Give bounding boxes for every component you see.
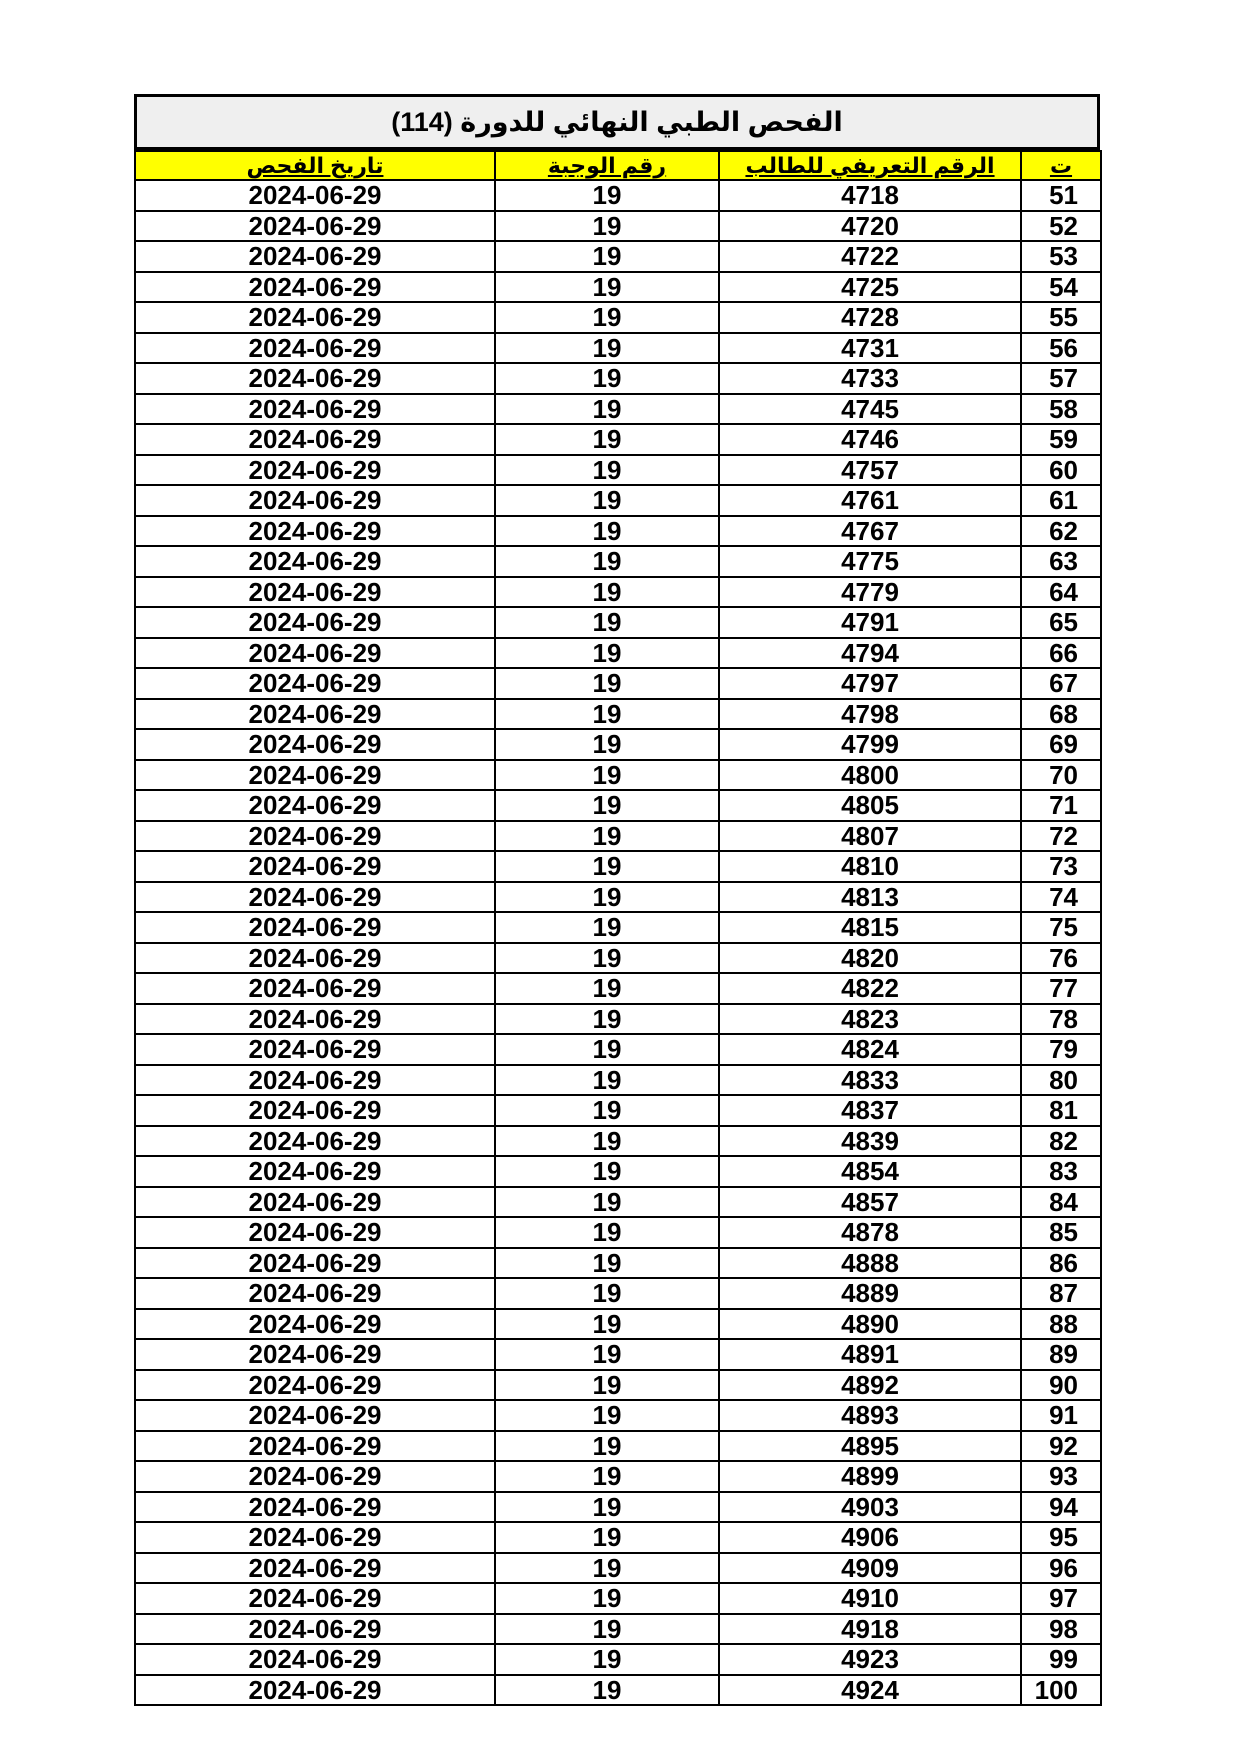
row-index-cell: 76	[1021, 943, 1101, 974]
exam-date-cell: 2024-06-29	[135, 394, 495, 425]
student-id-cell: 4906	[719, 1522, 1021, 1553]
exam-date-cell: 2024-06-29	[135, 1553, 495, 1584]
exam-date-cell: 2024-06-29	[135, 302, 495, 333]
row-index-cell: 82	[1021, 1126, 1101, 1157]
batch-number-cell: 19	[495, 577, 719, 608]
table-row	[135, 1187, 1101, 1218]
row-index-cell: 56	[1021, 333, 1101, 364]
table-row	[135, 1309, 1101, 1340]
batch-number-cell: 19	[495, 638, 719, 669]
student-id-cell: 4909	[719, 1553, 1021, 1584]
batch-number-cell: 19	[495, 241, 719, 272]
batch-number-cell: 19	[495, 1492, 719, 1523]
table-row	[135, 1339, 1101, 1370]
batch-number-cell: 19	[495, 1553, 719, 1584]
batch-number-cell: 19	[495, 1522, 719, 1553]
exam-date-cell: 2024-06-29	[135, 516, 495, 547]
batch-number-cell: 19	[495, 333, 719, 364]
table-row	[135, 943, 1101, 974]
student-id-cell: 4805	[719, 790, 1021, 821]
row-index-cell: 74	[1021, 882, 1101, 913]
student-id-cell: 4722	[719, 241, 1021, 272]
row-index-cell: 70	[1021, 760, 1101, 791]
batch-number-cell: 19	[495, 424, 719, 455]
batch-number-cell: 19	[495, 546, 719, 577]
exam-date-cell: 2024-06-29	[135, 455, 495, 486]
batch-number-cell: 19	[495, 882, 719, 913]
student-id-cell: 4891	[719, 1339, 1021, 1370]
exam-date-cell: 2024-06-29	[135, 1614, 495, 1645]
table-header-row	[135, 151, 1101, 180]
exam-date-cell: 2024-06-29	[135, 1675, 495, 1706]
table-row	[135, 699, 1101, 730]
batch-number-cell: 19	[495, 1248, 719, 1279]
row-index-cell: 95	[1021, 1522, 1101, 1553]
column-header-exam-date: تاريخ الفحص	[135, 151, 495, 180]
exam-date-cell: 2024-06-29	[135, 668, 495, 699]
row-index-cell: 57	[1021, 363, 1101, 394]
table-row	[135, 1248, 1101, 1279]
row-index-cell: 99	[1021, 1644, 1101, 1675]
student-id-cell: 4746	[719, 424, 1021, 455]
table-row	[135, 973, 1101, 1004]
student-id-cell: 4822	[719, 973, 1021, 1004]
student-id-cell: 4725	[719, 272, 1021, 303]
table-row	[135, 180, 1101, 211]
table-row	[135, 1034, 1101, 1065]
table-row	[135, 577, 1101, 608]
batch-number-cell: 19	[495, 180, 719, 211]
student-id-cell: 4800	[719, 760, 1021, 791]
student-id-cell: 4924	[719, 1675, 1021, 1706]
batch-number-cell: 19	[495, 1309, 719, 1340]
exam-date-cell: 2024-06-29	[135, 485, 495, 516]
batch-number-cell: 19	[495, 1431, 719, 1462]
exam-date-cell: 2024-06-29	[135, 1248, 495, 1279]
row-index-cell: 59	[1021, 424, 1101, 455]
exam-date-cell: 2024-06-29	[135, 1126, 495, 1157]
row-index-cell: 85	[1021, 1217, 1101, 1248]
table-row	[135, 729, 1101, 760]
exam-date-cell: 2024-06-29	[135, 1156, 495, 1187]
row-index-cell: 66	[1021, 638, 1101, 669]
exam-date-cell: 2024-06-29	[135, 607, 495, 638]
batch-number-cell: 19	[495, 943, 719, 974]
row-index-cell: 89	[1021, 1339, 1101, 1370]
table-row	[135, 882, 1101, 913]
table-row	[135, 1583, 1101, 1614]
row-index-cell: 75	[1021, 912, 1101, 943]
table-row	[135, 638, 1101, 669]
row-index-cell: 53	[1021, 241, 1101, 272]
student-id-cell: 4745	[719, 394, 1021, 425]
row-index-cell: 68	[1021, 699, 1101, 730]
row-index-cell: 78	[1021, 1004, 1101, 1035]
table-row	[135, 1217, 1101, 1248]
table-row	[135, 1522, 1101, 1553]
student-id-cell: 4903	[719, 1492, 1021, 1523]
table-row	[135, 1095, 1101, 1126]
batch-number-cell: 19	[495, 851, 719, 882]
exam-date-cell: 2024-06-29	[135, 1217, 495, 1248]
row-index-cell: 87	[1021, 1278, 1101, 1309]
exam-date-cell: 2024-06-29	[135, 973, 495, 1004]
table-row	[135, 516, 1101, 547]
row-index-cell: 72	[1021, 821, 1101, 852]
table-row	[135, 211, 1101, 242]
column-header-student-id: الرقم التعريفي للطالب	[719, 151, 1021, 180]
student-id-cell: 4799	[719, 729, 1021, 760]
table-row	[135, 790, 1101, 821]
batch-number-cell: 19	[495, 607, 719, 638]
table-row	[135, 424, 1101, 455]
row-index-cell: 54	[1021, 272, 1101, 303]
student-id-cell: 4733	[719, 363, 1021, 394]
exam-date-cell: 2024-06-29	[135, 424, 495, 455]
table-row	[135, 363, 1101, 394]
student-id-cell: 4718	[719, 180, 1021, 211]
batch-number-cell: 19	[495, 668, 719, 699]
batch-number-cell: 19	[495, 363, 719, 394]
row-index-cell: 51	[1021, 180, 1101, 211]
batch-number-cell: 19	[495, 1065, 719, 1096]
exam-date-cell: 2024-06-29	[135, 1278, 495, 1309]
row-index-cell: 93	[1021, 1461, 1101, 1492]
exam-date-cell: 2024-06-29	[135, 912, 495, 943]
student-id-cell: 4807	[719, 821, 1021, 852]
exam-date-cell: 2024-06-29	[135, 333, 495, 364]
exam-date-cell: 2024-06-29	[135, 790, 495, 821]
table-row	[135, 485, 1101, 516]
batch-number-cell: 19	[495, 1675, 719, 1706]
student-id-cell: 4837	[719, 1095, 1021, 1126]
row-index-cell: 100	[1021, 1675, 1101, 1706]
batch-number-cell: 19	[495, 1156, 719, 1187]
exam-date-cell: 2024-06-29	[135, 1431, 495, 1462]
row-index-cell: 69	[1021, 729, 1101, 760]
table-row	[135, 1278, 1101, 1309]
student-id-cell: 4854	[719, 1156, 1021, 1187]
student-id-cell: 4910	[719, 1583, 1021, 1614]
student-id-cell: 4899	[719, 1461, 1021, 1492]
row-index-cell: 61	[1021, 485, 1101, 516]
exam-date-cell: 2024-06-29	[135, 546, 495, 577]
exam-date-cell: 2024-06-29	[135, 1583, 495, 1614]
student-id-cell: 4824	[719, 1034, 1021, 1065]
row-index-cell: 65	[1021, 607, 1101, 638]
exam-date-cell: 2024-06-29	[135, 699, 495, 730]
row-index-cell: 83	[1021, 1156, 1101, 1187]
table-row	[135, 851, 1101, 882]
table-row	[135, 1553, 1101, 1584]
exam-date-cell: 2024-06-29	[135, 638, 495, 669]
row-index-cell: 55	[1021, 302, 1101, 333]
exam-date-cell: 2024-06-29	[135, 241, 495, 272]
row-index-cell: 94	[1021, 1492, 1101, 1523]
table-row	[135, 668, 1101, 699]
batch-number-cell: 19	[495, 485, 719, 516]
table-row	[135, 1004, 1101, 1035]
batch-number-cell: 19	[495, 1278, 719, 1309]
exam-date-cell: 2024-06-29	[135, 943, 495, 974]
table-row	[135, 912, 1101, 943]
exam-date-cell: 2024-06-29	[135, 1187, 495, 1218]
student-id-cell: 4923	[719, 1644, 1021, 1675]
batch-number-cell: 19	[495, 1004, 719, 1035]
exam-date-cell: 2024-06-29	[135, 1370, 495, 1401]
student-id-cell: 4815	[719, 912, 1021, 943]
student-id-cell: 4791	[719, 607, 1021, 638]
student-id-cell: 4820	[719, 943, 1021, 974]
exam-date-cell: 2024-06-29	[135, 1034, 495, 1065]
student-id-cell: 4728	[719, 302, 1021, 333]
row-index-cell: 60	[1021, 455, 1101, 486]
document-sheet	[134, 94, 1100, 1706]
table-row	[135, 1400, 1101, 1431]
exam-date-cell: 2024-06-29	[135, 363, 495, 394]
table-row	[135, 1644, 1101, 1675]
exam-date-cell: 2024-06-29	[135, 1522, 495, 1553]
student-id-cell: 4810	[719, 851, 1021, 882]
student-id-cell: 4761	[719, 485, 1021, 516]
batch-number-cell: 19	[495, 302, 719, 333]
exam-date-cell: 2024-06-29	[135, 180, 495, 211]
exam-date-cell: 2024-06-29	[135, 1004, 495, 1035]
row-index-cell: 92	[1021, 1431, 1101, 1462]
row-index-cell: 62	[1021, 516, 1101, 547]
student-id-cell: 4775	[719, 546, 1021, 577]
exam-date-cell: 2024-06-29	[135, 821, 495, 852]
batch-number-cell: 19	[495, 1614, 719, 1645]
table-row	[135, 1492, 1101, 1523]
batch-number-cell: 19	[495, 1217, 719, 1248]
row-index-cell: 64	[1021, 577, 1101, 608]
row-index-cell: 81	[1021, 1095, 1101, 1126]
student-id-cell: 4798	[719, 699, 1021, 730]
table-row	[135, 821, 1101, 852]
student-id-cell: 4890	[719, 1309, 1021, 1340]
batch-number-cell: 19	[495, 729, 719, 760]
exam-date-cell: 2024-06-29	[135, 1644, 495, 1675]
table-row	[135, 607, 1101, 638]
student-id-cell: 4797	[719, 668, 1021, 699]
table-body	[135, 180, 1101, 1705]
table-row	[135, 302, 1101, 333]
batch-number-cell: 19	[495, 272, 719, 303]
student-id-cell: 4895	[719, 1431, 1021, 1462]
table-row	[135, 241, 1101, 272]
student-id-cell: 4779	[719, 577, 1021, 608]
student-id-cell: 4892	[719, 1370, 1021, 1401]
table-row	[135, 272, 1101, 303]
batch-number-cell: 19	[495, 1461, 719, 1492]
column-header-index: ت	[1021, 151, 1101, 180]
batch-number-cell: 19	[495, 1400, 719, 1431]
row-index-cell: 96	[1021, 1553, 1101, 1584]
table-row	[135, 1065, 1101, 1096]
student-id-cell: 4833	[719, 1065, 1021, 1096]
row-index-cell: 88	[1021, 1309, 1101, 1340]
exam-date-cell: 2024-06-29	[135, 1461, 495, 1492]
table-row	[135, 1156, 1101, 1187]
row-index-cell: 58	[1021, 394, 1101, 425]
row-index-cell: 79	[1021, 1034, 1101, 1065]
exam-date-cell: 2024-06-29	[135, 851, 495, 882]
batch-number-cell: 19	[495, 1370, 719, 1401]
batch-number-cell: 19	[495, 760, 719, 791]
student-id-cell: 4893	[719, 1400, 1021, 1431]
exam-date-cell: 2024-06-29	[135, 211, 495, 242]
row-index-cell: 84	[1021, 1187, 1101, 1218]
row-index-cell: 77	[1021, 973, 1101, 1004]
batch-number-cell: 19	[495, 1339, 719, 1370]
batch-number-cell: 19	[495, 1126, 719, 1157]
student-id-cell: 4720	[719, 211, 1021, 242]
row-index-cell: 80	[1021, 1065, 1101, 1096]
batch-number-cell: 19	[495, 790, 719, 821]
student-id-cell: 4823	[719, 1004, 1021, 1035]
exam-date-cell: 2024-06-29	[135, 1339, 495, 1370]
batch-number-cell: 19	[495, 1187, 719, 1218]
row-index-cell: 67	[1021, 668, 1101, 699]
row-index-cell: 86	[1021, 1248, 1101, 1279]
student-id-cell: 4839	[719, 1126, 1021, 1157]
student-id-cell: 4813	[719, 882, 1021, 913]
exam-date-cell: 2024-06-29	[135, 1400, 495, 1431]
row-index-cell: 71	[1021, 790, 1101, 821]
exam-date-cell: 2024-06-29	[135, 272, 495, 303]
batch-number-cell: 19	[495, 394, 719, 425]
row-index-cell: 63	[1021, 546, 1101, 577]
exam-table	[134, 150, 1102, 1706]
exam-date-cell: 2024-06-29	[135, 1095, 495, 1126]
exam-date-cell: 2024-06-29	[135, 1492, 495, 1523]
student-id-cell: 4878	[719, 1217, 1021, 1248]
row-index-cell: 73	[1021, 851, 1101, 882]
batch-number-cell: 19	[495, 1095, 719, 1126]
table-row	[135, 455, 1101, 486]
batch-number-cell: 19	[495, 1583, 719, 1614]
student-id-cell: 4794	[719, 638, 1021, 669]
row-index-cell: 91	[1021, 1400, 1101, 1431]
batch-number-cell: 19	[495, 699, 719, 730]
student-id-cell: 4889	[719, 1278, 1021, 1309]
table-row	[135, 1370, 1101, 1401]
table-row	[135, 333, 1101, 364]
column-header-batch-number: رقم الوجبة	[495, 151, 719, 180]
table-row	[135, 394, 1101, 425]
row-index-cell: 52	[1021, 211, 1101, 242]
batch-number-cell: 19	[495, 516, 719, 547]
table-row	[135, 1461, 1101, 1492]
student-id-cell: 4888	[719, 1248, 1021, 1279]
exam-date-cell: 2024-06-29	[135, 1309, 495, 1340]
document-title: الفحص الطبي النهائي للدورة (114)	[134, 94, 1100, 150]
exam-date-cell: 2024-06-29	[135, 760, 495, 791]
batch-number-cell: 19	[495, 455, 719, 486]
exam-date-cell: 2024-06-29	[135, 882, 495, 913]
student-id-cell: 4731	[719, 333, 1021, 364]
row-index-cell: 98	[1021, 1614, 1101, 1645]
student-id-cell: 4767	[719, 516, 1021, 547]
row-index-cell: 90	[1021, 1370, 1101, 1401]
table-row	[135, 1675, 1101, 1706]
exam-date-cell: 2024-06-29	[135, 577, 495, 608]
batch-number-cell: 19	[495, 973, 719, 1004]
row-index-cell: 97	[1021, 1583, 1101, 1614]
student-id-cell: 4918	[719, 1614, 1021, 1645]
table-row	[135, 1431, 1101, 1462]
table-row	[135, 760, 1101, 791]
batch-number-cell: 19	[495, 211, 719, 242]
batch-number-cell: 19	[495, 1644, 719, 1675]
student-id-cell: 4857	[719, 1187, 1021, 1218]
student-id-cell: 4757	[719, 455, 1021, 486]
exam-date-cell: 2024-06-29	[135, 729, 495, 760]
exam-date-cell: 2024-06-29	[135, 1065, 495, 1096]
table-row	[135, 1614, 1101, 1645]
batch-number-cell: 19	[495, 912, 719, 943]
batch-number-cell: 19	[495, 821, 719, 852]
table-row	[135, 1126, 1101, 1157]
table-row	[135, 546, 1101, 577]
batch-number-cell: 19	[495, 1034, 719, 1065]
